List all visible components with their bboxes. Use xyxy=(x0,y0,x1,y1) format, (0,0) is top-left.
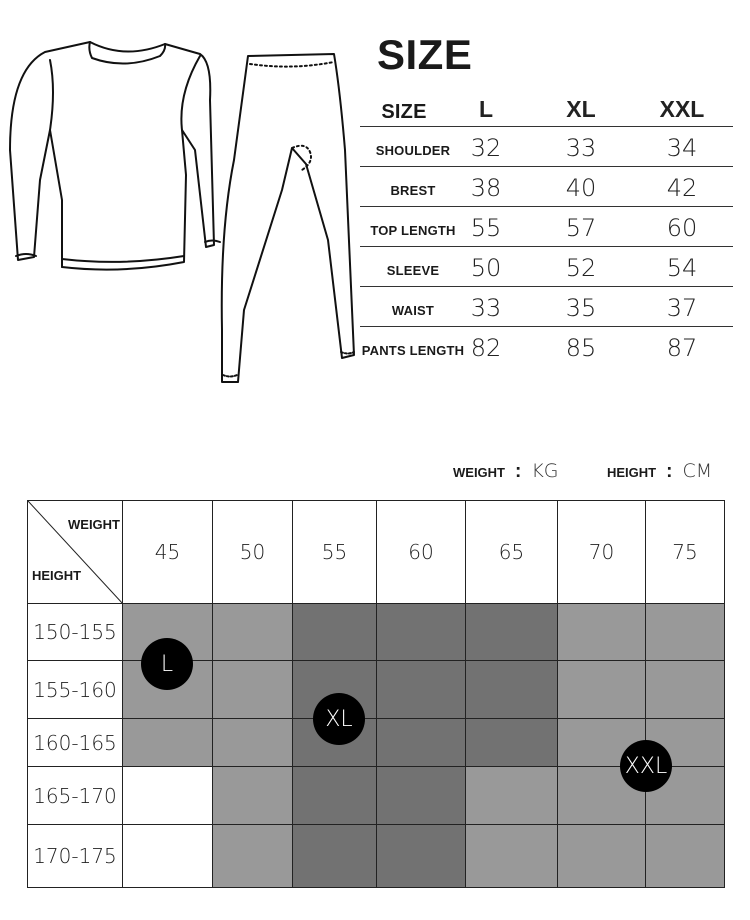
size-badge-xxl: XXL xyxy=(620,740,672,792)
measurement-label: BREST xyxy=(390,183,436,198)
measurement-row-shoulder xyxy=(360,127,733,167)
size-xl-header: XL xyxy=(566,96,596,122)
measurement-value: 87 xyxy=(666,334,698,362)
fit-cell xyxy=(466,719,558,767)
fit-cell xyxy=(646,825,725,888)
measurement-label: SHOULDER xyxy=(375,143,451,158)
fit-cell xyxy=(123,825,213,888)
corner-height-label: HEIGHT xyxy=(32,568,82,583)
fit-cell xyxy=(293,604,377,661)
measurement-row-waist xyxy=(360,287,733,327)
size-l-header: L xyxy=(478,96,494,122)
weight-header-cell: 65 xyxy=(466,501,558,604)
weight-header-cell: 60 xyxy=(377,501,466,604)
grid-corner-cell xyxy=(28,501,123,604)
fit-cell xyxy=(377,604,466,661)
measurement-value: 33 xyxy=(565,134,597,162)
measurement-label: PANTS LENGTH xyxy=(361,343,465,358)
measurement-value: 32 xyxy=(470,134,502,162)
fit-cell xyxy=(558,604,646,661)
height-header-cell: 160-165 xyxy=(28,719,123,767)
fit-cell xyxy=(377,825,466,888)
fit-cell xyxy=(213,767,293,825)
fit-cell xyxy=(646,661,725,719)
fit-cell xyxy=(293,767,377,825)
measurement-value: 60 xyxy=(666,214,698,242)
colon: : xyxy=(515,461,522,482)
weight-unit-value: KG xyxy=(531,460,559,482)
size-badge-xl: XL xyxy=(313,693,365,745)
fit-cell xyxy=(646,604,725,661)
size-measurement-table xyxy=(360,92,733,366)
height-header-cell: 170-175 xyxy=(28,825,123,888)
measurement-value: 57 xyxy=(565,214,597,242)
size-xxl-header: XXL xyxy=(659,96,705,122)
fit-cell xyxy=(213,719,293,767)
long-sleeve-top-drawing xyxy=(10,42,220,270)
measurement-label: WAIST xyxy=(391,303,435,318)
measurement-value: 82 xyxy=(470,334,502,362)
height-unit-note xyxy=(607,460,712,483)
fit-cell xyxy=(123,719,213,767)
fit-cell xyxy=(123,767,213,825)
size-heading: SIZE xyxy=(377,31,473,78)
fit-cell xyxy=(466,604,558,661)
measurement-value: 54 xyxy=(666,254,698,282)
colon: : xyxy=(666,461,673,482)
weight-header-cell: 45 xyxy=(123,501,213,604)
fit-cell xyxy=(213,661,293,719)
height-header-cell: 165-170 xyxy=(28,767,123,825)
measurement-value: 55 xyxy=(470,214,502,242)
weight-header-cell: 50 xyxy=(213,501,293,604)
measurement-label: TOP LENGTH xyxy=(370,223,456,238)
measurement-value: 40 xyxy=(565,174,597,202)
fit-cell xyxy=(558,825,646,888)
thermal-set-illustration xyxy=(0,30,370,400)
measurement-value: 35 xyxy=(565,294,597,322)
size-badge-l: L xyxy=(141,638,193,690)
fit-cell xyxy=(213,604,293,661)
weight-height-fit-grid xyxy=(27,500,725,888)
fit-cell xyxy=(377,767,466,825)
measurement-value: 50 xyxy=(470,254,502,282)
fit-cell xyxy=(466,661,558,719)
weight-unit-note xyxy=(453,460,559,483)
measurement-value: 85 xyxy=(565,334,597,362)
leggings-drawing xyxy=(222,54,354,382)
size-table-header-row xyxy=(360,92,733,127)
weight-header-cell: 55 xyxy=(293,501,377,604)
weight-unit-key: WEIGHT xyxy=(453,465,505,480)
measurement-row-sleeve xyxy=(360,247,733,287)
fit-cell xyxy=(377,661,466,719)
fit-cell xyxy=(213,825,293,888)
measurement-value: 33 xyxy=(470,294,502,322)
measurement-value: 34 xyxy=(666,134,698,162)
measurement-label: SLEEVE xyxy=(386,263,440,278)
measurement-value: 37 xyxy=(666,294,698,322)
size-column-label: SIZE xyxy=(381,101,427,123)
height-unit-key: HEIGHT xyxy=(607,465,657,480)
fit-cell xyxy=(377,719,466,767)
height-header-cell: 155-160 xyxy=(28,661,123,719)
measurement-value: 42 xyxy=(666,174,698,202)
measurement-row-top-length xyxy=(360,207,733,247)
height-header-cell: 150-155 xyxy=(28,604,123,661)
fit-cell xyxy=(558,661,646,719)
weight-header-cell: 75 xyxy=(646,501,725,604)
corner-weight-label: WEIGHT xyxy=(68,517,120,532)
measurement-row-brest xyxy=(360,167,733,207)
fit-cell xyxy=(293,825,377,888)
height-unit-value: CM xyxy=(682,460,713,482)
measurement-value: 38 xyxy=(470,174,502,202)
weight-header-cell: 70 xyxy=(558,501,646,604)
fit-cell xyxy=(466,767,558,825)
measurement-row-pants-length xyxy=(360,327,733,366)
fit-cell xyxy=(466,825,558,888)
measurement-value: 52 xyxy=(565,254,597,282)
